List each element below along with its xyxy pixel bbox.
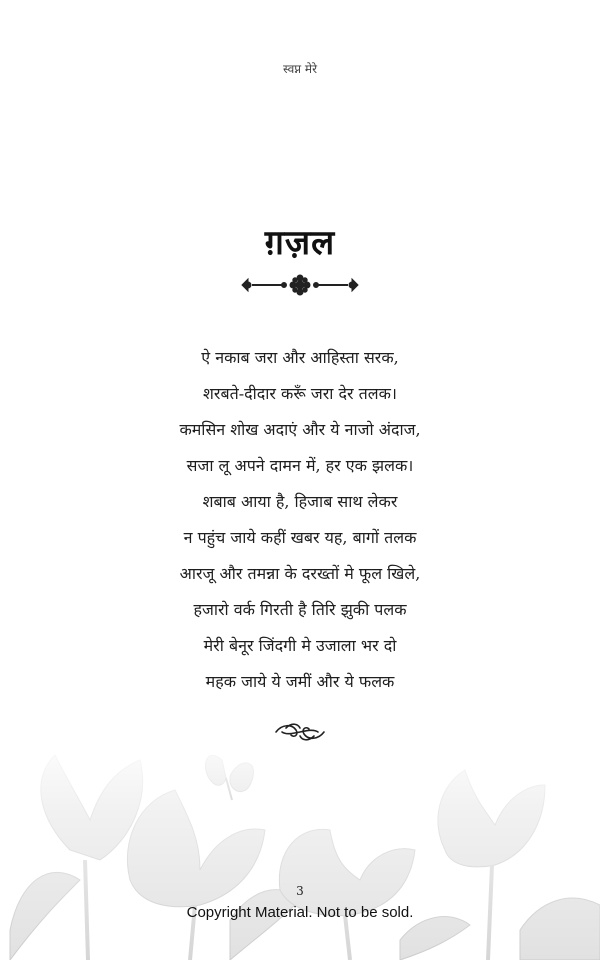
page-title: ग़ज़ल <box>264 223 336 263</box>
floral-background-illustration <box>0 730 600 960</box>
poem-line: शरबते-दीदार करूँ जरा देर तलक। <box>203 384 397 403</box>
poem-line: ऐ नकाब जरा और आहिस्ता सरक, <box>201 348 399 367</box>
poem-line: न पहुंच जाये कहीं खबर यह, बागों तलक <box>183 528 417 547</box>
poem-line: हजारो वर्क गिरती है तिरि झुकी पलक <box>193 600 407 619</box>
running-header: स्वप्न मेरे <box>282 62 318 76</box>
page-number: 3 <box>296 884 304 898</box>
poem-body <box>0 342 600 702</box>
poem-line: आरजू और तमन्ना के दरख्तों मे फूल खिले, <box>179 564 421 583</box>
poem-line: मेरी बेनूर जिंदगी मे उजाला भर दो <box>203 636 397 655</box>
poem-line: महक जाये ये जमीं और ये फलक <box>205 672 395 691</box>
poem-line: शबाब आया है, हिजाब साथ लेकर <box>202 492 398 511</box>
flourish-divider-icon <box>238 272 362 298</box>
poem-line: सजा लू अपने दामन में, हर एक झलक। <box>186 456 414 475</box>
poem-line: कमसिन शोख अदाएं और ये नाजो अंदाज, <box>179 420 421 439</box>
swirl-flourish-icon <box>272 718 328 746</box>
copyright-notice: Copyright Material. Not to be sold. <box>186 904 414 921</box>
